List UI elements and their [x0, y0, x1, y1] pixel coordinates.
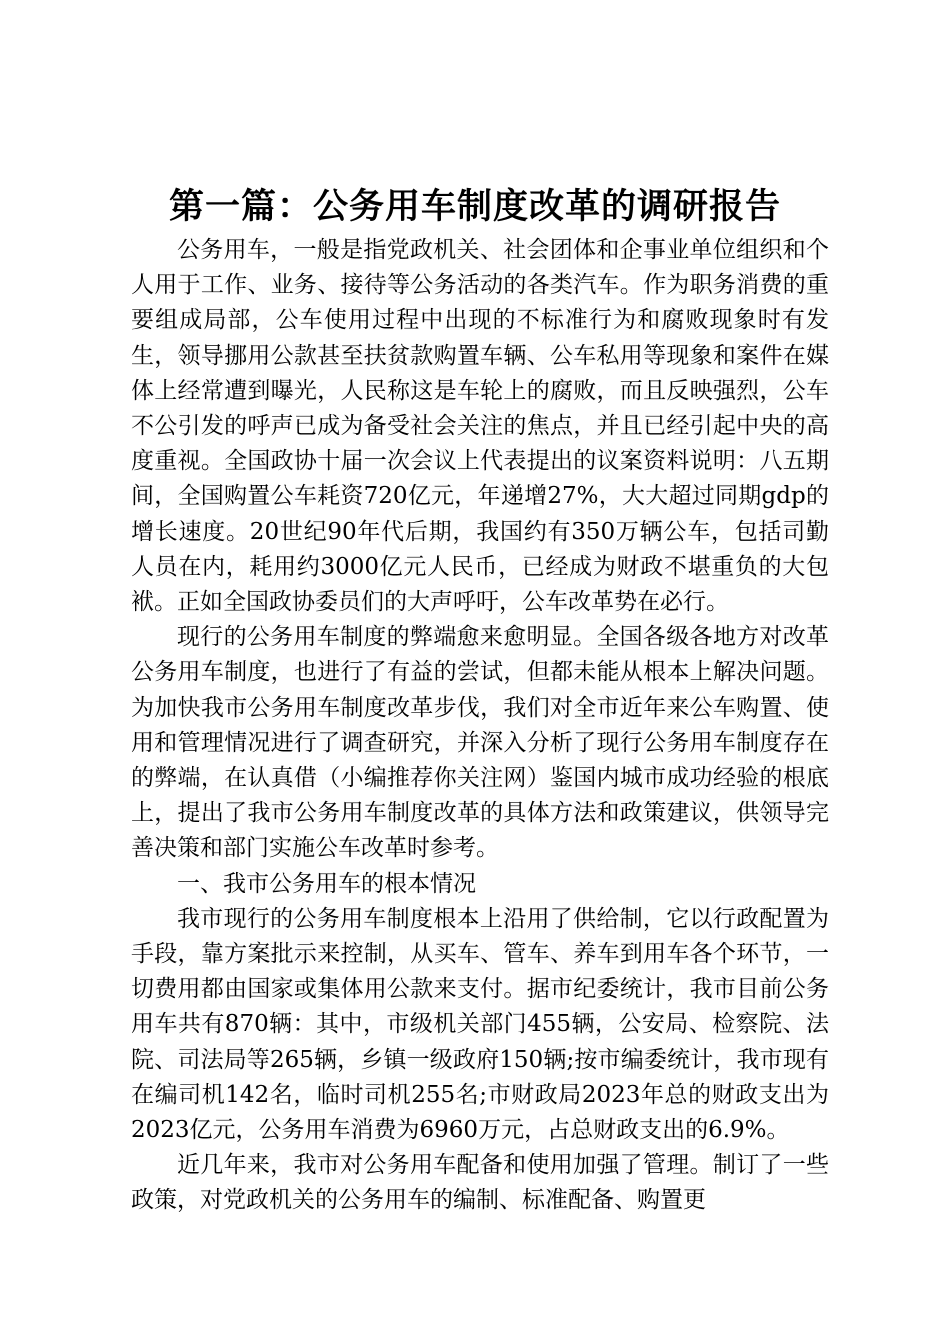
- document-body: [131, 233, 829, 1219]
- paragraph: 现行的公务用车制度的弊端愈来愈明显。全国各级各地方对改革公务用车制度，也进行了有益的尝试，但都未能从根本上解决问题。为加快我市公务用车制度改革步伐，我们对全市近年来公车购置、使用和管理情况进行了调查研究，并深入分析了现行公务用车制度存在的弊端，在认真借（小编推荐你关注网）鉴国内城市成功经验的根底上，提出了我市公务用车制度改革的具体方法和政策建议，供领导完善决策和部门实施公车改革时参考。: [131, 624, 829, 862]
- paragraph: 近几年来，我市对公务用车配备和使用加强了管理。制订了一些政策，对党政机关的公务用车的编制、标准配备、购置更: [131, 1152, 829, 1214]
- document-title: 第一篇：公务用车制度改革的调研报告: [168, 186, 781, 227]
- paragraph: 公务用车，一般是指党政机关、社会团体和企事业单位组织和个人用于工作、业务、接待等公务活动的各类汽车。作为职务消费的重要组成局部，公车使用过程中出现的不标准行为和腐败现象时有发生，领导挪用公款甚至扶贫款购置车辆、公车私用等现象和案件在媒体上经常遭到曝光，人民称这是车轮上的腐败，而且反映强烈，公车不公引发的呼声已成为备受社会关注的焦点，并且已经引起中央的高度重视。全国政协十届一次会议上代表提出的议案资料说明：八五期间，全国购置公车耗资720亿元，年递增27%，大大超过同期gdp的增长速度。20世纪90年代后期，我国约有350万辆公车，包括司勤人员在内，耗用约3000亿元人民币，已经成为财政不堪重负的大包袱。正如全国政协委员们的大声呼吁，公车改革势在必行。: [131, 237, 829, 616]
- paragraph: 我市现行的公务用车制度根本上沿用了供给制，它以行政配置为手段，靠方案批示来控制，从买车、管车、养车到用车各个环节，一切费用都由国家或集体用公款来支付。据市纪委统计，我市目前公务用车共有870辆：其中，市级机关部门455辆，公安局、检察院、法院、司法局等265辆，乡镇一级政府150辆;按市编委统计，我市现有在编司机142名，临时司机255名;市财政局2023年总的财政支出为2023亿元，公务用车消费为6960万元，占总财政支出的6.9%。: [131, 905, 829, 1144]
- section-heading: 一、我市公务用车的根本情况: [177, 870, 476, 897]
